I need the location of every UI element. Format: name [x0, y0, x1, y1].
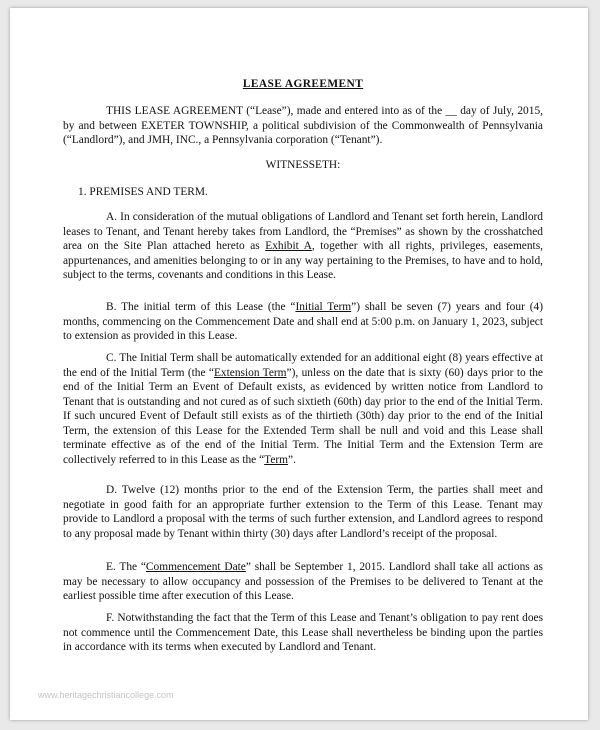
- commencement-date-definition: Commencement Date: [145, 561, 246, 573]
- paragraph-c: C. The Initial Term shall be automatically extended for an additional eight (8) years effective at the end of the Initial Term (the “Extension Term”), unless on the date that is sixty (60) days prior to the end of the Initial Term an Event of Default exists, as evidenced by written notice from Landlord to Tenant that is outstanding and not cured as of such sixtieth (60th) day prior to the end of the Initial Term. If such uncured Event of Default still exists as of the thirtieth (30th) day prior to the end of the Initial Term, the extension of this Lease for the Extended Term shall be null and void and this Lease shall terminate effective as of the end of the Initial Term. The Initial Term and the Extension Term are collectively referred to in this Lease as the “Term”.: [63, 352, 543, 466]
- paragraph-a: A. In consideration of the mutual obligations of Landlord and Tenant set forth herein, Landlord leases to Tenant, and Tenant hereby takes from Landlord, the “Premises” as shown by the crosshatched area on the Site Plan attached hereto as Exhibit A, together with all rights, privileges, easements, appurtenances, and amenities belonging to or in any way pertaining to the Premises, to have and to hold, subject to the terms, covenants and conditions in this Lease.: [63, 211, 544, 281]
- extension-term-definition: Extension Term: [213, 366, 287, 379]
- paragraph-b: B. The initial term of this Lease (the “Initial Term”) shall be seven (7) years and four (4) months, commencing on the Commencement Date and shall end at 5:00 p.m. on January 1, 2023, subject to extension as provided in this Lease.: [63, 301, 543, 342]
- paragraph-d: D. Twelve (12) months prior to the end of the Extension Term, the parties shall meet and negotiate in good faith for an appropriate further extension to the Term of this Lease. Tenant may provide to Landlord a proposal with the terms of such further extension, and Landlord agrees to respond to any proposal made by Tenant within thirty (30) days after Landlord’s receipt of the proposal.: [63, 484, 543, 540]
- initial-term-definition: Initial Term: [295, 301, 352, 313]
- document-title: LEASE AGREEMENT: [242, 78, 364, 90]
- section-heading: 1. PREMISES AND TERM.: [78, 186, 208, 198]
- watermark-text: www.heritagechristiancollege.com: [38, 690, 174, 700]
- term-definition: Term: [264, 453, 289, 466]
- intro-paragraph: THIS LEASE AGREEMENT (“Lease”), made and entered into as of the __ day of July, 2015, by and between EXETER TOWNSHIP, a political subdivision of the Commonwealth of Pennsylvania (“Landlord”), and JMH, INC., a Pennsylvania corporation (“Tenant”).: [63, 105, 543, 146]
- exhibit-a-reference: Exhibit A: [265, 240, 312, 252]
- paragraph-f: F. Notwithstanding the fact that the Term of this Lease and Tenant’s obligation to pay rent does not commence until the Commencement Date, this Lease shall nevertheless be binding upon the parties in accordance with its terms when executed by Landlord and Tenant.: [63, 612, 543, 653]
- document-page: [10, 8, 588, 720]
- witnesseth-heading: WITNESSETH:: [265, 159, 341, 171]
- paragraph-e: E. The “Commencement Date” shall be September 1, 2015. Landlord shall take all actions as may be necessary to allow occupancy and possession of the Premises to be delivered to Tenant at the earliest possible time after execution of this Lease.: [63, 561, 543, 602]
